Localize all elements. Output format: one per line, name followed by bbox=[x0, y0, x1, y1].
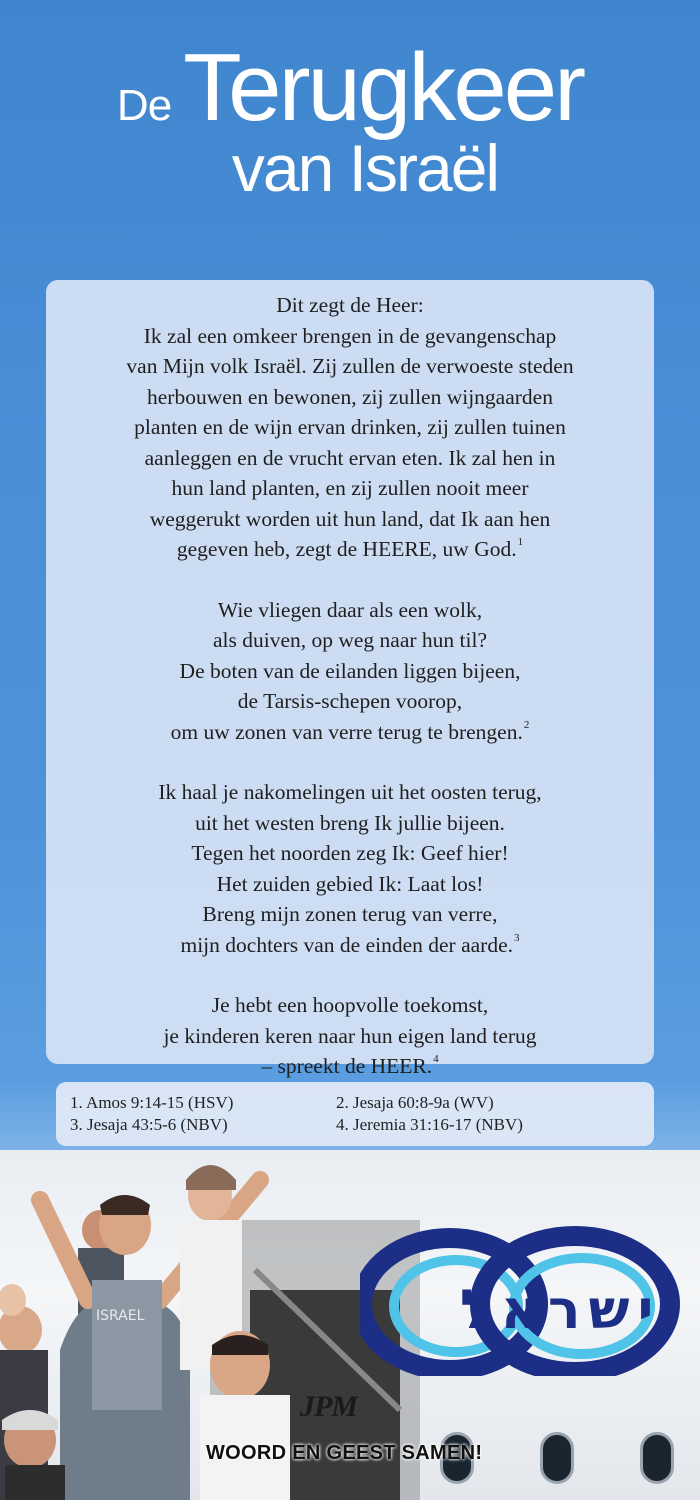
svg-text:ISRAEL: ISRAEL bbox=[96, 1308, 145, 1324]
stanza-3 bbox=[60, 777, 640, 960]
verse-line: uit het westen breng Ik jullie bijeen. bbox=[195, 810, 505, 835]
airplane-photo bbox=[0, 1150, 700, 1500]
airplane-window bbox=[540, 1432, 574, 1484]
verse-line: weggerukt worden uit hun land, dat Ik aan hen bbox=[149, 506, 551, 531]
verse-text: gegeven heb, zegt de HEERE, uw God. bbox=[176, 537, 517, 561]
verse-line-last bbox=[60, 717, 640, 748]
stanza-4 bbox=[60, 990, 640, 1082]
footnote-marker: 1 bbox=[517, 536, 524, 548]
verse-line: de Tarsis-schepen voorop, bbox=[237, 689, 463, 713]
verse-line: Het zuiden gebied Ik: Laat los! bbox=[216, 871, 484, 896]
verse-line: Breng mijn zonen terug van verre, bbox=[202, 902, 498, 926]
verse-line: als duiven, op weg naar hun til? bbox=[212, 628, 488, 652]
verse-line: Wie vliegen daar als een wolk, bbox=[217, 597, 483, 622]
title-prefix: De bbox=[116, 81, 172, 130]
references-box bbox=[56, 1082, 654, 1146]
verse-line: Je hebt een hoopvolle toekomst, bbox=[211, 993, 489, 1017]
verse-line: Dit zegt de Heer: bbox=[276, 293, 424, 317]
verse-line: De boten van de eilanden liggen bijeen, bbox=[179, 658, 521, 683]
stanza-2 bbox=[60, 595, 640, 748]
verse-text: – spreekt de HEER. bbox=[261, 1054, 433, 1078]
title-main: Terugkeer bbox=[183, 34, 584, 141]
verse-line: aanleggen en de vrucht ervan eten. Ik zal hen in bbox=[144, 445, 556, 470]
reference-item: 1. Amos 9:14-15 (HSV) bbox=[70, 1093, 234, 1112]
page-title bbox=[0, 34, 700, 206]
verse-line-last bbox=[60, 534, 640, 565]
reference-item: 4. Jeremia 31:16-17 (NBV) bbox=[336, 1115, 523, 1134]
title-line-1 bbox=[0, 34, 700, 141]
verse-line-last bbox=[60, 930, 640, 961]
tagline: WOORD EN GEEST SAMEN! bbox=[206, 1442, 483, 1464]
scripture-box bbox=[46, 280, 654, 1078]
footnote-marker: 4 bbox=[433, 1053, 439, 1065]
reference-item: 3. Jesaja 43:5-6 (NBV) bbox=[70, 1115, 228, 1134]
reference-item: 2. Jesaja 60:8-9a (WV) bbox=[336, 1093, 494, 1112]
footnote-marker: 3 bbox=[514, 931, 520, 944]
stanza-1 bbox=[60, 290, 640, 565]
airplane-window bbox=[640, 1432, 674, 1484]
jpm-logo: JPM bbox=[300, 1390, 357, 1423]
verse-line: Ik haal je nakomelingen uit het oosten terug, bbox=[158, 780, 542, 804]
verse-line: planten en de wijn ervan drinken, zij zullen tuinen bbox=[134, 415, 566, 439]
hebrew-logo-text: ישראל bbox=[460, 1278, 662, 1341]
verse-text: om uw zonen van verre terug te brengen. bbox=[170, 719, 523, 744]
footnote-marker: 2 bbox=[523, 718, 530, 731]
verse-line: Tegen het noorden zeg Ik: Geef hier! bbox=[191, 841, 509, 865]
verse-line: hun land planten, en zij zullen nooit meer bbox=[171, 476, 529, 500]
verse-line-last bbox=[60, 1051, 640, 1082]
verse-line: Ik zal een omkeer brengen in de gevangenschap bbox=[143, 323, 557, 348]
verse-text: mijn dochters van de einden der aarde. bbox=[180, 932, 513, 957]
verse-line: van Mijn volk Israël. Zij zullen de verwoeste steden bbox=[126, 354, 574, 378]
verse-line: herbouwen en bewonen, zij zullen wijngaarden bbox=[147, 384, 553, 409]
title-line-2: van Israël bbox=[231, 131, 499, 205]
verse-line: je kinderen keren naar hun eigen land terug bbox=[163, 1023, 537, 1048]
